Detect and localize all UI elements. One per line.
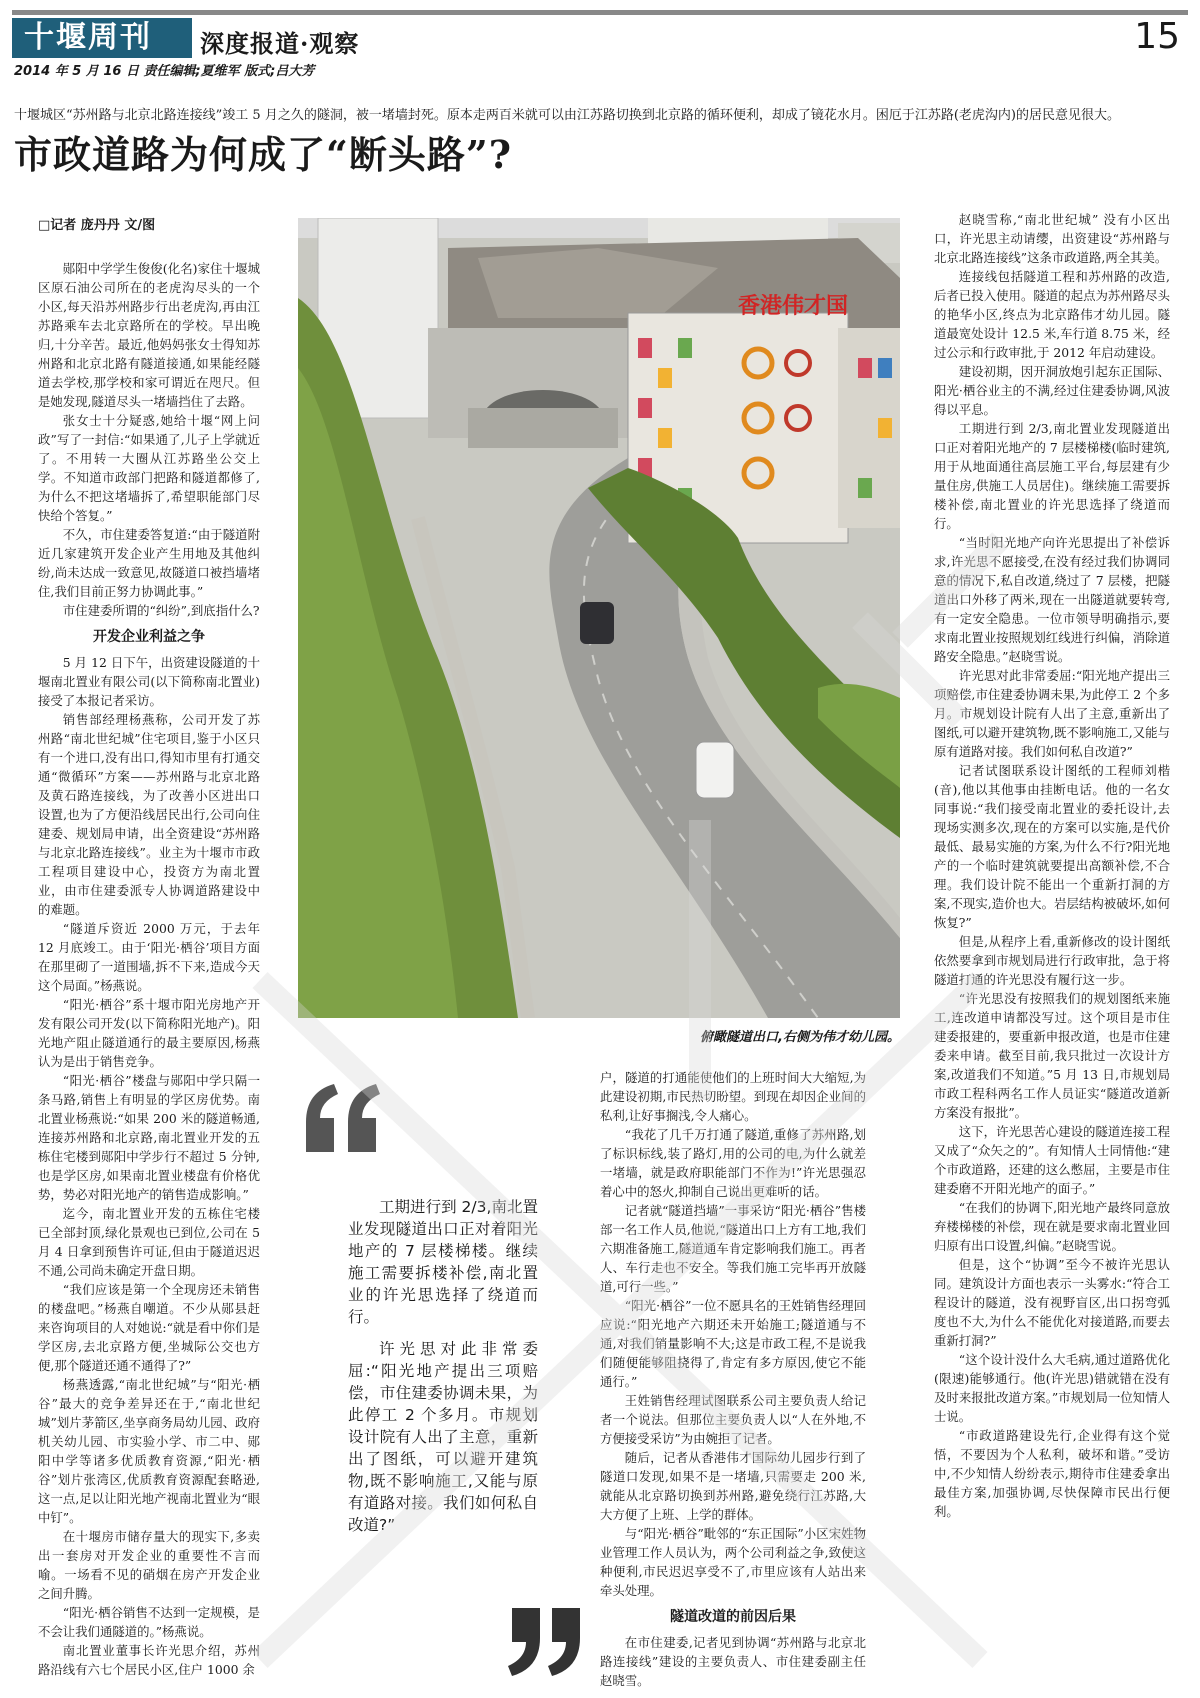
paragraph: 赵晓雪称,“南北世纪城” 没有小区出口，许光思主动请缨，出资建设“苏州路与北京北路连接线”这条市政道路,两全其美。 xyxy=(934,212,1170,265)
page-number: 15 xyxy=(1134,16,1180,57)
dateline: 2014 年 5 月 16 日 责任编辑;夏维军 版式;吕大芳 xyxy=(14,64,315,79)
paragraph: “这个设计没什么大毛病,通过道路优化(限速)能够通行。他(许光思)错就错在没有及时来报批改道方案。”市规划局一位知情人士说。 xyxy=(934,1352,1170,1424)
paragraph: “阳光·栖谷”系十堰市阳光房地产开发有限公司开发(以下简称阳光地产)。阳光地产阻止隧道通行的最主要原因,杨燕认为是出于销售竞争。 xyxy=(38,997,260,1069)
paragraph: 南北置业董事长许光思介绍，苏州路沿线有六七个居民小区,住户 1000 余 xyxy=(38,1643,260,1677)
pull-quote-paragraph: 许光思对此非常委屈:“阳光地产提出三项赔偿，市住建委协调未果，为此停工 2 个多月。市规划设计院有人出了主意，重新出了图纸，可以避开建筑物,既不影响施工,又能与原有道路对接。我们如何私自改道?” xyxy=(348,1340,538,1534)
paragraph: 销售部经理杨燕称，公司开发了苏州路“南北世纪城”住宅项目,鉴于小区只有一个进口,没有出口,得知市里有打通交通“微循环”方案——苏州路与北京北路及黄石路连接线，为了改善小区进出口设置,也为了方便沿线居民出行,公司向住建委、规划局申请，出全资建设“苏州路与北京北路连接线”。业主为十堰市市政工程项目建设中心，投资方为南北置业，由市住建委派专人协调道路建设中的难题。 xyxy=(38,712,260,917)
paragraph: 许光思对此非常委屈:“阳光地产提出三项赔偿,市住建委协调未果,为此停工 2 个多月。市规划设计院有人出了主意,重新出了图纸,可以避开建筑物,既不影响施工,又能与原有道路对接。我们如何私自改道?” xyxy=(934,668,1170,759)
section-title: 深度报道·观察 xyxy=(200,29,360,58)
paragraph: 记者就“隧道挡墙”一事采访“阳光·栖谷”售楼部一名工作人员,他说,“隧道出口上方有工地,我们六期准备施工,隧道通车肯定影响我们施工。再者人、车行走也不安全。等我们施工完毕再开放隧道,可行一些。” xyxy=(600,1203,866,1294)
article-column-3 xyxy=(934,210,1170,1694)
paragraph: “阳光·栖谷销售不达到一定规模，是不会让我们通隧道的。”杨燕说。 xyxy=(38,1605,260,1639)
paragraph: “许光思没有按照我们的规划图纸来施工,连改道申请都没写过。这个项目是市住建委报建的，要重新申报改道，也是市住建委来申请。截至目前,我只批过一次设计方案,改道我们不知道。”5 月 13 日,市规划局市政工程科两名工作人员证实“隧道改道新方案没有报批”。 xyxy=(934,991,1170,1120)
article-column-1 xyxy=(38,216,260,1694)
byline: □记者 庞丹丹 文/图 xyxy=(38,218,156,233)
close-quote-icon xyxy=(500,1600,590,1680)
paragraph: 不久，市住建委答复道:“由于隧道附近几家建筑开发企业产生用地及其他纠纷,尚未达成一致意见,故隧道口被挡墙堵住,我们目前正努力协调此事。” xyxy=(38,527,260,599)
paragraph: “我们应该是第一个全现房还未销售的楼盘吧。”杨燕自嘲道。不少从郧县赶来咨询项目的人对她说:“就是看中你们是学区房,去北京路方便,坐城际公交也方便,那个隧道还通不通得了?” xyxy=(38,1282,260,1373)
tunnel-exit-photo xyxy=(298,218,900,1018)
paragraph: “阳光·栖谷”一位不愿具名的王姓销售经理回应说:“阳光地产六期还未开始施工;隧道通与不通,对我们销量影响不大;这是市政工程,不是说我们随便能够阻挠得了,肯定有多方原因,使它不能通行。” xyxy=(600,1298,866,1389)
paragraph: “当时阳光地产向许光思提出了补偿诉求,许光思不愿接受,在没有经过我们协调同意的情况下,私自改道,绕过了 7 层楼，把隧道出口外移了两米,现在一出隧道就要转弯,有一定安全隐患。一位市领导明确指示,要求南北置业按照规划红线进行纠偏，消除道路安全隐患。”赵晓雪说。 xyxy=(934,535,1170,664)
paragraph: 王姓销售经理试图联系公司主要负责人给记者一个说法。但那位主要负责人以“人在外地,不方便接受采访”为由婉拒了记者。 xyxy=(600,1393,866,1446)
paragraph: 随后，记者从香港伟才国际幼儿园步行到了隧道口发现,如果不是一堵墙,只需要走 200 米,就能从北京路切换到苏州路,避免绕行江苏路,大大方便了上班、上学的群体。 xyxy=(600,1450,866,1522)
article-column-2 xyxy=(600,1068,866,1694)
open-quote-icon xyxy=(298,1080,388,1160)
paragraph: 在十堰房市储存量大的现实下,多卖出一套房对开发企业的重要性不言而喻。一场看不见的硝烟在房产开发企业之间升腾。 xyxy=(38,1529,260,1601)
paragraph: 在市住建委,记者见到协调“苏州路与北京北路连接线”建设的主要负责人、市住建委副主任赵晓雪。 xyxy=(600,1635,866,1688)
paragraph: 工期进行到 2/3,南北置业发现隧道出口正对着阳光地产的 7 层楼梯楼(临时建筑,用于从地面通往高层施工平台,每层建有少量住房,供施工人员居住)。继续施工需要拆楼补偿,南北置业的许光思选择了绕道而行。 xyxy=(934,421,1170,531)
paragraph: 张女士十分疑惑,她给十堰“网上问政”写了一封信:“如果通了,儿子上学就近了。不用转一大圈从江苏路坐公交上学。不知道市政部门把路和隧道都修了,为什么不把这堵墙拆了,希望职能部门尽快给个答复。” xyxy=(38,413,260,523)
paragraph: 这下，许光思苦心建设的隧道连接工程又成了“众矢之的”。有知情人士同情他:“建个市政道路，还建的这么憋屈，主要是市住建委磨不开阳光地产的面子。” xyxy=(934,1124,1170,1196)
paragraph: 建设初期，因开洞放炮引起东正国际、阳光·栖谷业主的不满,经过住建委协调,风波得以平息。 xyxy=(934,364,1170,417)
photo-caption: 俯瞰隧道出口,右侧为伟才幼儿园。 xyxy=(700,1030,900,1045)
paragraph: “阳光·栖谷”楼盘与郧阳中学只隔一条马路,销售上有明显的学区房优势。南北置业杨燕说:“如果 200 米的隧道畅通,连接苏州路和北京路,南北置业开发的五栋住宅楼到郧阳中学步行不超过 5 分钟,也是学区房,如果南北置业楼盘有价格优势，势必对阳光地产的销售造成影响。” xyxy=(38,1073,260,1202)
paragraph: 郧阳中学学生俊俊(化名)家住十堰城区原石油公司所在的老虎沟尽头的一个小区,每天沿苏州路步行出老虎沟,再由江苏路乘车去北京路所在的学校。早出晚归,十分辛苦。最近,他妈妈张女士得知苏州路和北京北路有隧道接通,如果能经隧道去学校,那学校和家可谓近在咫尺。但是她发现,隧道尽头一堵墙挡住了去路。 xyxy=(38,261,260,409)
paragraph: 连接线包括隧道工程和苏州路的改造,后者已投入使用。隧道的起点为苏州路尽头的艳华小区,终点为北京路伟才幼儿园。隧道最宽处设计 12.5 米,车行道 8.75 米，经过公示和行政审批,于 2012 年启动建设。 xyxy=(934,269,1170,360)
paragraph: 但是,从程序上看,重新修改的设计图纸依然要拿到市规划局进行行政审批，急于将隧道打通的许光思没有履行这一步。 xyxy=(934,934,1170,987)
paragraph: “市政道路建设先行,企业得有这个觉悟，不要因为个人私利，破坏和谐。”受访中,不少知情人纷纷表示,期待市住建委拿出最佳方案,加强协调,尽快保障市民出行便利。 xyxy=(934,1428,1170,1519)
paragraph: “在我们的协调下,阳光地产最终同意放弃楼梯楼的补偿，现在就是要求南北置业回归原有出口设置,纠偏。”赵晓雪说。 xyxy=(934,1200,1170,1253)
paragraph: 户，隧道的打通能使他们的上班时间大大缩短,为此建设初期,市民热切盼望。到现在却因企业间的私利,让好事搁浅,令人痛心。 xyxy=(600,1070,866,1123)
paragraph: 但是，这个“协调”至今不被许光思认同。建筑设计方面也表示一头雾水:“符合工程设计的隧道，没有视野盲区,出口拐弯弧度也不大,为什么不能优化对接道路,而要去重新打洞?” xyxy=(934,1257,1170,1348)
paragraph: 迄今，南北置业开发的五栋住宅楼已全部封顶,绿化景观也已到位,公司在 5 月 4 日拿到预售许可证,但由于隧道迟迟不通,公司尚未确定开盘日期。 xyxy=(38,1206,260,1278)
subhead: 开发企业利益之争 xyxy=(93,629,205,645)
masthead-title: 十堰周刊 xyxy=(12,18,192,58)
lead-text: 十堰城区“苏州路与北京北路连接线”竣工 5 月之久的隧洞，被一堵墙封死。原本走两百米就可以由江苏路切换到北京路的循环便利，却成了镜花水月。困厄于江苏路(老虎沟内)的居民意见很大。 xyxy=(14,108,1120,123)
subhead: 隧道改道的前因后果 xyxy=(670,1609,796,1625)
top-rule xyxy=(12,10,1188,15)
paragraph: 市住建委所谓的“纠纷”,到底指什么? xyxy=(62,603,260,618)
pull-quote xyxy=(348,1196,538,1546)
paragraph: “我花了几千万打通了隧道,重修了苏州路,划了标识标线,装了路灯,用的公司的电,为什么就差一堵墙，就是政府职能部门不作为!”许光思强忍着心中的怒火,抑制自己说出更难听的话。 xyxy=(600,1127,866,1199)
headline: 市政道路为何成了“断头路”? xyxy=(14,132,512,177)
paragraph: 与“阳光·栖谷”毗邻的“东正国际”小区宋姓物业管理工作人员认为，两个公司利益之争,致使这种便利,市民迟迟享受不了,市里应该有人站出来牵头处理。 xyxy=(600,1526,866,1598)
paragraph: 记者试图联系设计图纸的工程师刘楷(音),他以其他事由挂断电话。他的一名女同事说:“我们接受南北置业的委托设计,去现场实测多次,现在的方案可以实施,是代价最低、最易实施的方案,为什么不行?阳光地产的一个临时建筑就要提出高额补偿,不合理。我们设计院不能出一个重新打洞的方案,不现实,造价也大。岩层结构被破坏,如何恢复?” xyxy=(934,763,1170,930)
paragraph: “隧道斥资近 2000 万元，于去年 12 月底竣工。由于‘阳光·栖谷’项目方面在那里砌了一道围墙,拆不下来,造成今天这个局面。”杨燕说。 xyxy=(38,921,260,993)
pull-quote-paragraph: 工期进行到 2/3,南北置业发现隧道出口正对着阳光地产的 7 层楼梯楼。继续施工需要拆楼补偿,南北置业的许光思选择了绕道而行。 xyxy=(348,1198,538,1326)
building-sign: 香港伟才国 xyxy=(738,294,849,319)
paragraph: 杨燕透露,“南北世纪城”与“阳光·栖谷”最大的竞争差异还在于,“南北世纪城”划片茅箭区,坐享商务局幼儿园、政府机关幼儿园、市实验小学、市二中、郧阳中学等诸多优质教育资源,“阳光·栖谷”划片张湾区,优质教育资源配套略逊,这一点,足以让阳光地产视南北置业为“眼中钉”。 xyxy=(38,1377,260,1525)
paragraph: 5 月 12 日下午，出资建设隧道的十堰南北置业有限公司(以下简称南北置业)接受了本报记者采访。 xyxy=(38,655,260,708)
